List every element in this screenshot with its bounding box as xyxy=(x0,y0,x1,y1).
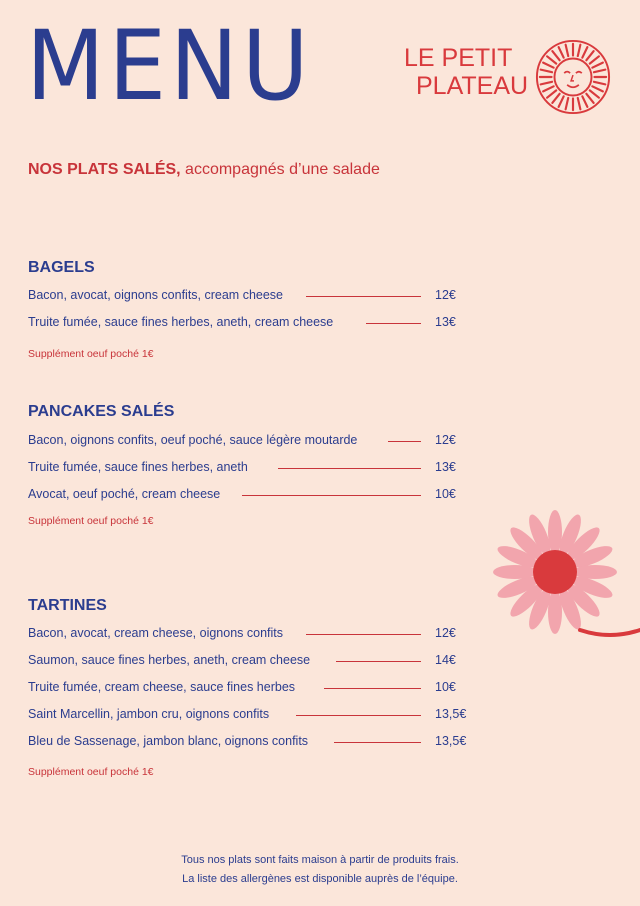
item-name: Truite fumée, cream cheese, sauce fines herbes xyxy=(28,680,296,694)
brand-name xyxy=(404,44,528,100)
leader-line xyxy=(296,715,421,716)
menu-item xyxy=(28,626,473,644)
item-price: 13,5€ xyxy=(435,734,467,748)
footer-line-2: La liste des allergènes est disponible auprès de l’équipe. xyxy=(182,873,458,885)
menu-item xyxy=(28,315,473,333)
footer-note xyxy=(120,851,520,889)
item-name: Saint Marcellin, jambon cru, oignons confits xyxy=(28,707,270,721)
item-name: Saumon, sauce fines herbes, aneth, cream cheese xyxy=(28,653,311,667)
supplement-note: Supplément oeuf poché 1€ xyxy=(28,515,154,527)
brand-line-1: LE PETIT xyxy=(404,44,513,72)
item-price: 10€ xyxy=(435,680,456,694)
sun-ray xyxy=(547,90,556,97)
sun-ray xyxy=(552,51,559,60)
sun-ray xyxy=(594,82,605,85)
footer-line-1: Tous nos plats sont faits maison à partir de produits frais. xyxy=(181,854,459,866)
sun-ray xyxy=(586,94,593,103)
item-price: 12€ xyxy=(435,288,456,302)
item-name: Bacon, avocat, oignons confits, cream cheese xyxy=(28,288,284,302)
item-name: Truite fumée, sauce fines herbes, aneth xyxy=(28,460,248,474)
sun-ray xyxy=(586,51,593,60)
menu-item xyxy=(28,680,473,698)
sun-ray xyxy=(543,63,554,68)
leader-line xyxy=(306,296,421,297)
subtitle xyxy=(28,161,380,179)
item-price: 12€ xyxy=(435,626,456,640)
menu-title: MENU xyxy=(26,10,313,122)
flower-decoration-icon xyxy=(485,502,640,652)
menu-item xyxy=(28,433,473,451)
item-price: 13,5€ xyxy=(435,707,467,721)
brand-line-2: PLATEAU xyxy=(416,72,529,100)
section-title-pancakes: PANCAKES SALÉS xyxy=(28,403,175,420)
sun-ray xyxy=(547,56,556,63)
section-title-tartines: TARTINES xyxy=(28,597,107,614)
leader-line xyxy=(324,688,421,689)
sun-face-logo-icon xyxy=(534,38,612,116)
menu-item xyxy=(28,707,473,725)
item-price: 12€ xyxy=(435,433,456,447)
item-price: 13€ xyxy=(435,315,456,329)
sun-ray xyxy=(594,70,605,73)
item-name: Bacon, avocat, cream cheese, oignons confits xyxy=(28,626,284,640)
supplement-note: Supplément oeuf poché 1€ xyxy=(28,348,154,360)
sun-ray xyxy=(566,98,569,109)
leader-line xyxy=(334,742,421,743)
menu-item xyxy=(28,653,473,671)
leader-line xyxy=(242,495,421,496)
sun-ray xyxy=(541,70,552,73)
item-price: 13€ xyxy=(435,460,456,474)
leader-line xyxy=(336,661,421,662)
leader-line xyxy=(278,468,421,469)
sun-ray xyxy=(582,47,587,58)
section-title-bagels: BAGELS xyxy=(28,259,95,276)
subtitle-rest: accompagnés d’une salade xyxy=(180,161,380,178)
item-name: Truite fumée, sauce fines herbes, aneth, cream cheese xyxy=(28,315,334,329)
menu-item xyxy=(28,734,473,752)
menu-item xyxy=(28,487,473,505)
sun-ray xyxy=(590,56,599,63)
item-name: Bleu de Sassenage, jambon blanc, oignons confits xyxy=(28,734,309,748)
item-price: 10€ xyxy=(435,487,456,501)
leader-line xyxy=(388,441,421,442)
supplement-note: Supplément oeuf poché 1€ xyxy=(28,766,154,778)
sun-ray xyxy=(566,45,569,56)
item-name: Avocat, oeuf poché, cream cheese xyxy=(28,487,221,501)
leader-line xyxy=(306,634,421,635)
sun-ray xyxy=(582,96,587,107)
sun-ray xyxy=(559,47,564,58)
sun-ray xyxy=(592,86,603,91)
sun-ray xyxy=(578,98,581,109)
sun-ray xyxy=(590,90,599,97)
sun-ray xyxy=(541,82,552,85)
sun-ray xyxy=(543,86,554,91)
item-name: Bacon, oignons confits, oeuf poché, sauce légère moutarde xyxy=(28,433,358,447)
leader-line xyxy=(366,323,421,324)
sun-ray xyxy=(552,94,559,103)
subtitle-strong: NOS PLATS SALÉS, xyxy=(28,161,181,178)
menu-item xyxy=(28,460,473,478)
item-price: 14€ xyxy=(435,653,456,667)
sun-ray xyxy=(592,63,603,68)
menu-item xyxy=(28,288,473,306)
sun-ray xyxy=(578,45,581,56)
sun-ray xyxy=(559,96,564,107)
